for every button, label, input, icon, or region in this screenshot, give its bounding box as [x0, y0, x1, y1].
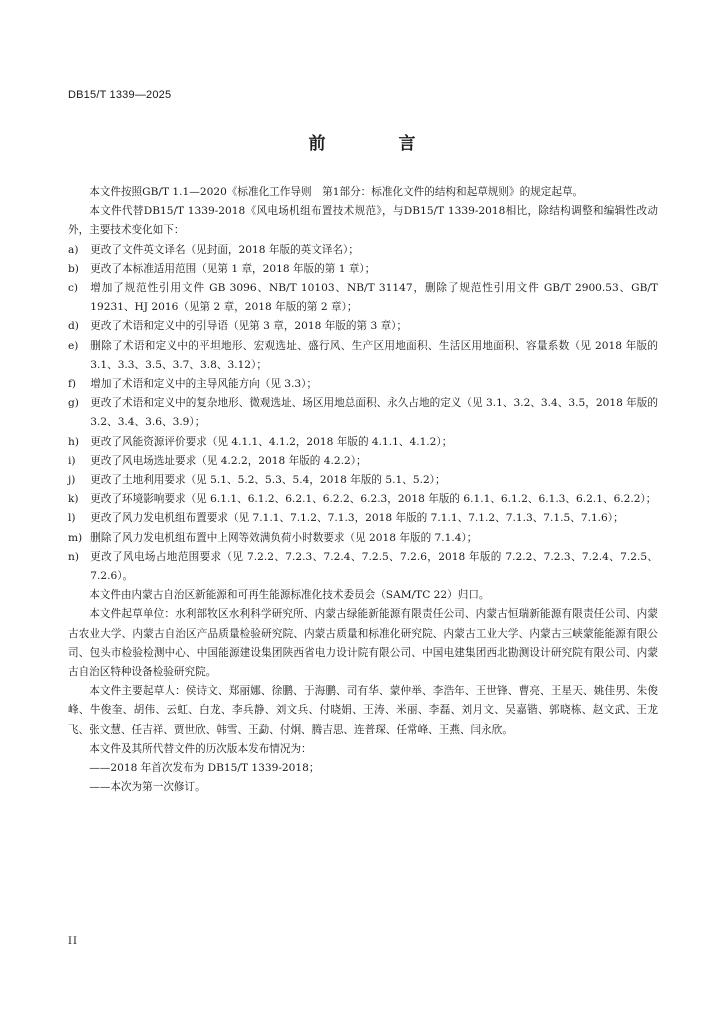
list-item-text: 增加了规范性引用文件 GB 3096、NB/T 10103、NB/T 31147，删除了规范性引用文件 GB/T 2900.53、GB/T 19231、HJ 2016（见第 2 章，2018 年版的第 2 章）；	[90, 282, 662, 314]
committee-paragraph: 本文件由内蒙古自治区新能源和可再生能源标准化技术委员会（SAM/TC 22）归口。	[89, 589, 490, 602]
list-item-text: 更改了风电场占地范围要求（见 7.2.2、7.2.3、7.2.4、7.2.5、7.2.6，2018 年版的 7.2.2、7.2.3、7.2.4、7.2.5、7.2.6）。	[90, 550, 658, 583]
foreword-body	[68, 183, 662, 798]
list-item-text: 更改了土地利用要求（见 5.1、5.2、5.3、5.4，2018 年版的 5.1、5.2）；	[90, 474, 446, 487]
list-marker: m)	[68, 531, 83, 544]
document-code: DB15/T 1339—2025	[68, 89, 172, 101]
list-marker: f)	[68, 378, 77, 391]
list-item	[68, 337, 662, 375]
list-item	[68, 471, 658, 490]
list-item-text: 更改了文件英文译名（见封面，2018 年版的英文译名）；	[90, 243, 359, 256]
list-item	[68, 279, 662, 317]
drafting-units-paragraph: 本文件起草单位：水利部牧区水利科学研究所、内蒙古绿能新能源有限责任公司、内蒙古恒瑞新能源有限责任公司、内蒙古农业大学、内蒙古自治区产品质量检验研究院、内蒙古质量和标准化研究院、内蒙古工业大学、内蒙古三峡蒙能能源有限公司、包头市检验检测中心、中国能源建设集团陕西省电力设计院有限公司、中国电建集团西北勘测设计研究院有限公司、内蒙古自治区特种设备检验研究院。	[68, 608, 658, 679]
list-item	[68, 317, 658, 336]
list-item	[68, 241, 658, 260]
list-item	[68, 375, 658, 394]
list-item-text: 更改了本标准适用范围（见第 1 章，2018 年版的第 1 章）；	[90, 262, 376, 275]
list-marker: e)	[68, 339, 79, 352]
list-marker: j)	[68, 474, 76, 487]
change-list	[68, 241, 662, 587]
list-item-text: 更改了术语和定义中的引导语（见第 3 章，2018 年版的第 3 章）；	[90, 320, 408, 333]
list-item	[68, 548, 658, 586]
list-item-text: 更改了风力发电机组布置要求（见 7.1.1、7.1.2、7.1.3，2018 年版的 7.1.1、7.1.2、7.1.3、7.1.5、7.1.6）；	[90, 512, 624, 525]
list-marker: d)	[68, 320, 79, 333]
list-marker: g)	[68, 397, 79, 410]
list-item	[68, 260, 658, 279]
list-marker: c)	[68, 282, 79, 295]
intro-paragraph: 本文件代替DB15/T 1339-2018《风电场机组布置技术规范》，与DB15/T 1339-2018相比，除结构调整和编辑性改动外，主要技术变化如下：	[68, 205, 658, 237]
list-marker: h)	[68, 435, 79, 448]
list-item	[68, 452, 658, 471]
history-item: ——本次为第一次修订。	[89, 781, 206, 794]
list-item	[68, 529, 658, 548]
list-item	[68, 394, 662, 432]
list-item-text: 删除了术语和定义中的平坦地形、宏观选址、盛行风、生产区用地面积、生活区用地面积、容量系数（见 2018 年版的 3.1、3.3、3.5、3.7、3.8、3.12）；	[90, 339, 662, 371]
list-marker: k)	[68, 493, 79, 506]
list-item-text: 删除了风力发电机组布置中上网等效满负荷小时数要求（见 2018 年版的 7.1.4）；	[90, 531, 478, 544]
intro-paragraph: 本文件按照GB/T 1.1—2020《标准化工作导则 第1部分：标准化文件的结构和起草规则》的规定起草。	[89, 186, 584, 198]
list-item-text: 更改了环境影响要求（见 6.1.1、6.1.2、6.2.1、6.2.2、6.2.3，2018 年版的 6.1.1、6.1.2、6.1.3、6.2.1、6.2.2）；	[90, 493, 657, 506]
drafters-paragraph: 本文件主要起草人：侯诗文、郑丽娜、徐鹏、于海鹏、司有华、蒙仲举、李浩年、王世锋、曹亮、王星天、姚佳男、朱俊峰、牛俊奎、胡伟、云虹、白龙、李兵静、刘文兵、付晓娟、王涛、米丽、李磊、刘月文、吴嘉锴、郭晓栋、赵文武、王龙飞、张文慧、任吉祥、贾世欣、韩雪、王勐、付炯、腾吉思、连普琛、任常峰、王燕、闫永欣。	[68, 685, 658, 736]
history-item: ——2018 年首次发布为 DB15/T 1339-2018；	[89, 762, 320, 775]
page-title: 前 言	[308, 134, 444, 154]
list-marker: b)	[68, 262, 79, 275]
list-marker: l)	[68, 512, 76, 525]
list-item	[68, 490, 658, 509]
list-item	[68, 509, 658, 528]
list-item-text: 更改了风电场选址要求（见 4.2.2，2018 年版的 4.2.2）；	[90, 454, 367, 467]
list-item-text: 更改了风能资源评价要求（见 4.1.1、4.1.2，2018 年版的 4.1.1、4.1.2）；	[90, 435, 453, 448]
list-marker: n)	[68, 550, 79, 563]
list-marker: a)	[68, 243, 79, 256]
list-item-text: 更改了术语和定义中的复杂地形、微观选址、场区用地总面积、永久占地的定义（见 3.1、3.2、3.4、3.5，2018 年版的 3.2、3.4、3.6、3.9）；	[90, 397, 662, 429]
list-marker: i)	[68, 454, 76, 467]
history-intro-paragraph: 本文件及其所代替文件的历次版本发布情况为：	[89, 742, 312, 755]
list-item-text: 增加了术语和定义中的主导风能方向（见 3.3）；	[90, 378, 318, 391]
page-number: II	[68, 936, 78, 947]
list-item	[68, 433, 658, 452]
